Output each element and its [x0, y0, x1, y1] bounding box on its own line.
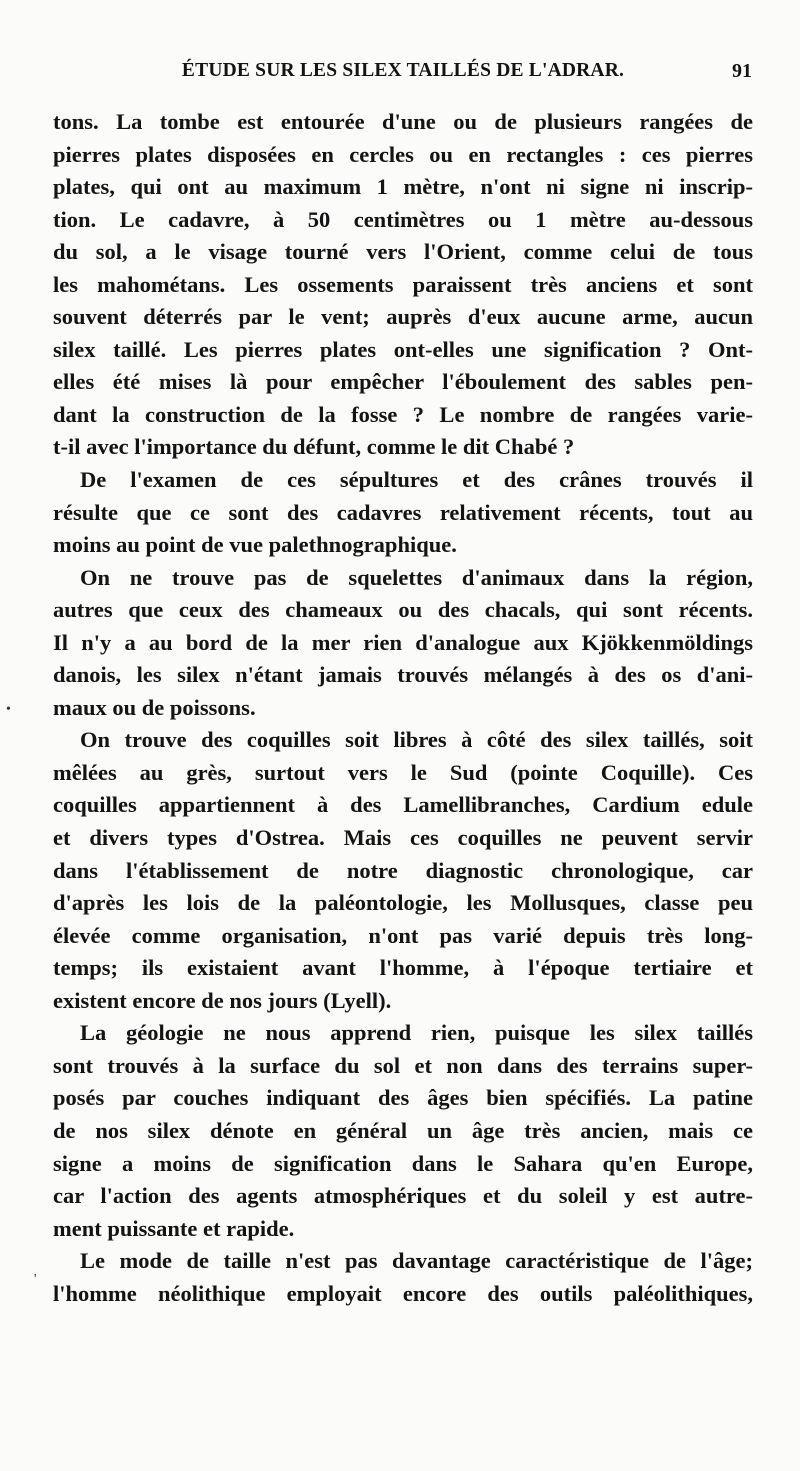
- text-line: La géologie ne nous apprend rien, puisque les silex taillés: [80, 1020, 753, 1046]
- running-head: [52, 60, 754, 88]
- text-line: silex taillé. Les pierres plates ont-elles une signification ? Ont-: [53, 336, 753, 362]
- text-line: dans l'établissement de notre diagnostic chronologique, car: [53, 857, 753, 883]
- text-line: danois, les silex n'étant jamais trouvés mélangés à des os d'ani-: [53, 662, 753, 688]
- text-line: maux ou de poissons.: [53, 694, 256, 720]
- text-line: résulte que ce sont des cadavres relativement récents, tout au: [53, 499, 753, 525]
- text-line: tons. La tombe est entourée d'une ou de plusieurs rangées de: [53, 109, 753, 134]
- text-line: du sol, a le visage tourné vers l'Orient, comme celui de tous: [53, 239, 753, 265]
- text-line: et divers types d'Ostrea. Mais ces coquilles ne peuvent servir: [53, 825, 753, 851]
- text-line: existent encore de nos jours (Lyell).: [53, 987, 392, 1013]
- text-line: On ne trouve pas de squelettes d'animaux dans la région,: [80, 564, 753, 590]
- text-line: moins au point de vue palethnographique.: [53, 532, 457, 558]
- text-line: On trouve des coquilles soit libres à côté des silex taillés, soit: [80, 727, 753, 753]
- running-head-title: ÉTUDE SUR LES SILEX TAILLÉS DE L'ADRAR.: [181, 60, 625, 81]
- text-line: elles été mises là pour empêcher l'éboulement des sables pen-: [53, 369, 753, 395]
- text-line: l'homme néolithique employait encore des outils paléolithiques,: [53, 1280, 753, 1306]
- text-line: souvent déterrés par le vent; auprès d'eux aucune arme, aucun: [53, 304, 753, 330]
- text-line: coquilles appartiennent à des Lamellibranches, Cardium edule: [53, 792, 753, 818]
- text-line: tion. Le cadavre, à 50 centimètres ou 1 mètre au-dessous: [53, 206, 753, 232]
- text-line: Il n'y a au bord de la mer rien d'analogue aux Kjökkenmöldings: [53, 629, 753, 655]
- text-line: d'après les lois de la paléontologie, les Mollusques, classe peu: [53, 890, 753, 916]
- text-line: Le mode de taille n'est pas davantage caractéristique de l'âge;: [80, 1248, 753, 1274]
- body-text: [53, 106, 753, 1310]
- text-line: De l'examen de ces sépultures et des crânes trouvés il: [80, 467, 753, 493]
- text-line: autres que ceux des chameaux ou des chacals, qui sont récents.: [53, 597, 753, 623]
- text-line: mêlées au grès, surtout vers le Sud (pointe Coquille). Ces: [53, 759, 753, 785]
- text-line: signe a moins de signification dans le Sahara qu'en Europe,: [53, 1150, 753, 1176]
- text-line: de nos silex dénote en général un âge très ancien, mais ce: [53, 1117, 753, 1143]
- text-line: plates, qui ont au maximum 1 mètre, n'ont ni signe ni inscrip-: [53, 174, 753, 200]
- text-line: car l'action des agents atmosphériques et du soleil y est autre-: [53, 1183, 753, 1209]
- text-line: les mahométans. Les ossements paraissent très anciens et sont: [53, 271, 753, 297]
- text-line: élevée comme organisation, n'ont pas varié depuis très long-: [53, 922, 753, 948]
- text-line: dant la construction de la fosse ? Le nombre de rangées varie-: [53, 401, 753, 427]
- text-line: sont trouvés à la surface du sol et non dans des terrains super-: [53, 1052, 753, 1078]
- text-line: temps; ils existaient avant l'homme, à l'époque tertiaire et: [53, 955, 753, 981]
- page-number: 91: [732, 60, 752, 82]
- text-line: pierres plates disposées en cercles ou en rectangles : ces pierres: [53, 141, 753, 167]
- text-line: posés par couches indiquant des âges bien spécifiés. La patine: [53, 1085, 753, 1111]
- text-line: t-il avec l'importance du défunt, comme le dit Chabé ?: [53, 434, 575, 460]
- text-line: ment puissante et rapide.: [53, 1215, 295, 1241]
- margin-tick: ': [34, 1272, 37, 1287]
- margin-dot: •: [6, 702, 11, 717]
